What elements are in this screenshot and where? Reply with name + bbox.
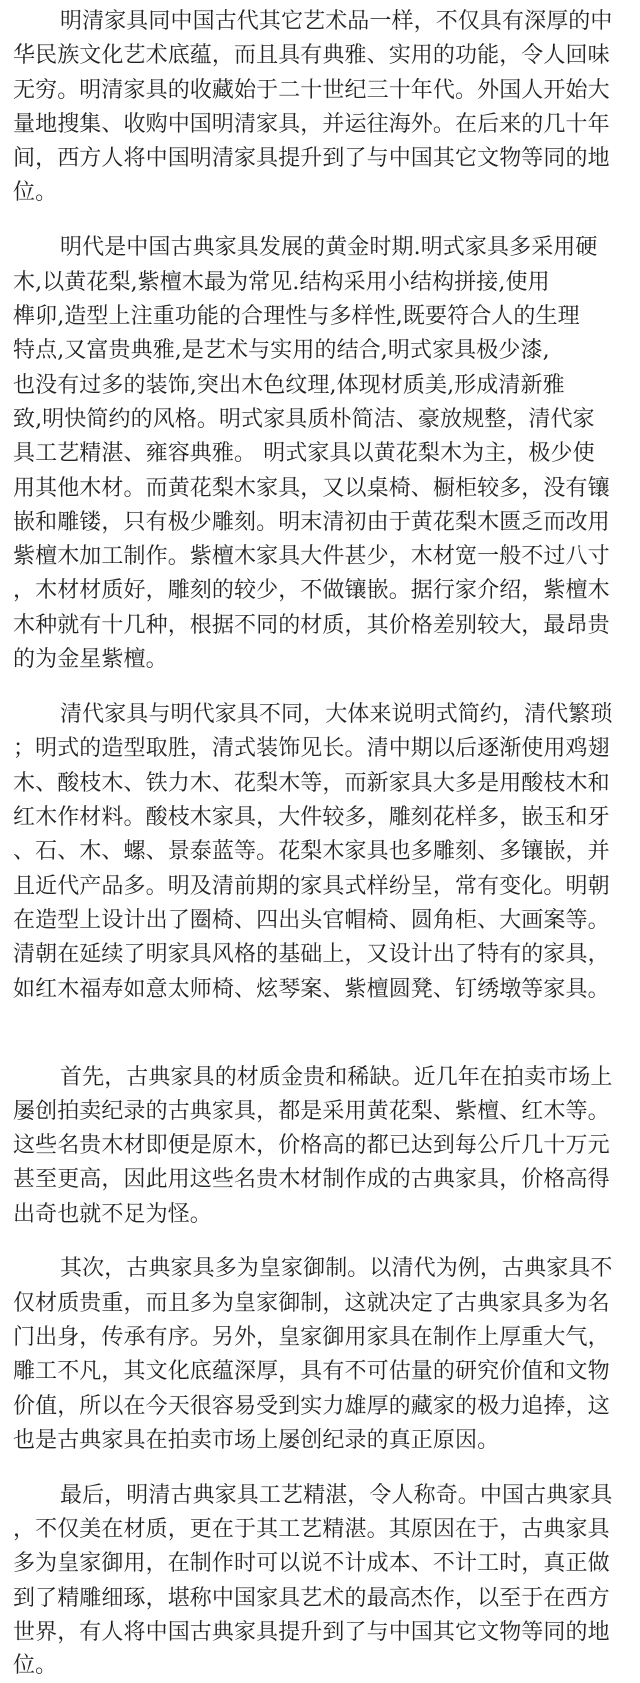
text-line: 其次，古典家具多为皇家御制。以清代为例，古典家具不 bbox=[60, 1256, 613, 1281]
text-line: 也是古典家具在拍卖市场上屡创纪录的真正原因。 bbox=[13, 1428, 500, 1453]
text-line: 无穷。明清家具的收藏始于二十世纪三十年代。外国人开始大 bbox=[13, 78, 610, 103]
text-line: 致,明快简约的风格。明式家具质朴简洁、豪放规整，清代家 bbox=[13, 407, 595, 432]
text-line: 且近代产品多。明及清前期的家具式样纷呈，常有变化。明朝 bbox=[13, 874, 610, 899]
text-line: 到了精雕细琢，堪称中国家具艺术的最高杰作，以至于在西方 bbox=[13, 1586, 610, 1611]
text-line: 具工艺精湛、雍容典雅。 明式家具以黄花梨木为主，极少使 bbox=[13, 441, 595, 466]
text-line: 清代家具与明代家具不同，大体来说明式简约，清代繁琐 bbox=[60, 702, 613, 727]
text-line: 量地搜集、收购中国明清家具，并运往海外。在后来的几十年 bbox=[13, 112, 610, 137]
text-line: 多为皇家御用，在制作时可以说不计成本、不计工时，真正做 bbox=[13, 1551, 610, 1576]
text-line: 清朝在延续了明家具风格的基础上，又设计出了特有的家具， bbox=[13, 942, 610, 967]
text-line: 位。 bbox=[13, 1653, 58, 1678]
text-line: 榫卯,造型上注重功能的合理性与多样性,既要符合人的生理 bbox=[13, 304, 580, 329]
text-line: 雕工不凡，其文化底蕴深厚，具有不可估量的研究价值和文物 bbox=[13, 1359, 610, 1384]
text-line: 最后，明清古典家具工艺精湛，令人称奇。中国古典家具 bbox=[60, 1483, 613, 1508]
text-line: 明清家具同中国古代其它艺术品一样，不仅具有深厚的中 bbox=[60, 9, 613, 34]
text-line: 间，西方人将中国明清家具提升到了与中国其它文物等同的地 bbox=[13, 146, 610, 171]
text-line: 木种就有十几种，根据不同的材质，其价格差别较大，最昂贵 bbox=[13, 613, 610, 638]
text-line: 价值，所以在今天很容易受到实力雄厚的藏家的极力追捧，这 bbox=[13, 1394, 610, 1419]
text-line: ；明式的造型取胜，清式装饰见长。清中期以后逐渐使用鸡翅 bbox=[13, 736, 610, 761]
text-line: 世界，有人将中国古典家具提升到了与中国其它文物等同的地 bbox=[13, 1620, 610, 1645]
text-line: 首先，古典家具的材质金贵和稀缺。近几年在拍卖市场上 bbox=[60, 1065, 613, 1090]
text-line: 特点,又富贵典雅,是艺术与实用的结合,明式家具极少漆, bbox=[13, 338, 550, 363]
text-line: 门出身，传承有序。另外，皇家御用家具在制作上厚重大气， bbox=[13, 1325, 610, 1350]
text-line: ，不仅美在材质，更在于其工艺精湛。其原因在于，古典家具 bbox=[13, 1517, 610, 1542]
text-line: 华民族文化艺术底蕴，而且具有典雅、实用的功能，令人回味 bbox=[13, 43, 610, 68]
text-line: 、石、木、螺、景泰蓝等。花梨木家具也多雕刻、多镶嵌，并 bbox=[13, 839, 610, 864]
text-line: 用其他木材。而黄花梨木家具，又以桌椅、橱柜较多，没有镶 bbox=[13, 476, 610, 501]
text-line: 嵌和雕镂，只有极少雕刻。明末清初由于黄花梨木匮乏而改用 bbox=[13, 510, 610, 535]
text-line: ，木材材质好，雕刻的较少，不做镶嵌。据行家介绍，紫檀木 bbox=[13, 578, 610, 603]
text-line: 这些名贵木材即便是原木，价格高的都已达到每公斤几十万元 bbox=[13, 1133, 610, 1158]
text-line: 木、酸枝木、铁力木、花梨木等，而新家具大多是用酸枝木和 bbox=[13, 771, 610, 796]
text-line: 仅材质贵重，而且多为皇家御制，这就决定了古典家具多为名 bbox=[13, 1291, 610, 1316]
text-line: 甚至更高，因此用这些名贵木材制作成的古典家具，价格高得 bbox=[13, 1167, 610, 1192]
text-line: 屡创拍卖纪录的古典家具，都是采用黄花梨、紫檀、红木等。 bbox=[13, 1099, 610, 1124]
text-line: 明代是中国古典家具发展的黄金时期.明式家具多采用硬 bbox=[60, 235, 598, 260]
text-line: 出奇也就不足为怪。 bbox=[13, 1202, 212, 1227]
text-line: 紫檀木加工制作。紫檀木家具大件甚少，木材宽一般不过八寸 bbox=[13, 544, 610, 569]
text-line: 也没有过多的装饰,突出木色纹理,体现材质美,形成清新雅 bbox=[13, 373, 565, 398]
text-line: 在造型上设计出了圈椅、四出头官帽椅、圆角柜、大画案等。 bbox=[13, 908, 610, 933]
text-line: 的为金星紫檀。 bbox=[13, 647, 168, 672]
text-line: 位。 bbox=[13, 180, 58, 205]
text-line: 木,以黄花梨,紫檀木最为常见.结构采用小结构拼接,使用 bbox=[13, 270, 550, 295]
text-line: 如红木福寿如意太师椅、炫琴案、紫檀圆凳、钉绣墩等家具。 bbox=[13, 977, 610, 1002]
text-line: 红木作材料。酸枝木家具，大件较多，雕刻花样多，嵌玉和牙 bbox=[13, 805, 610, 830]
